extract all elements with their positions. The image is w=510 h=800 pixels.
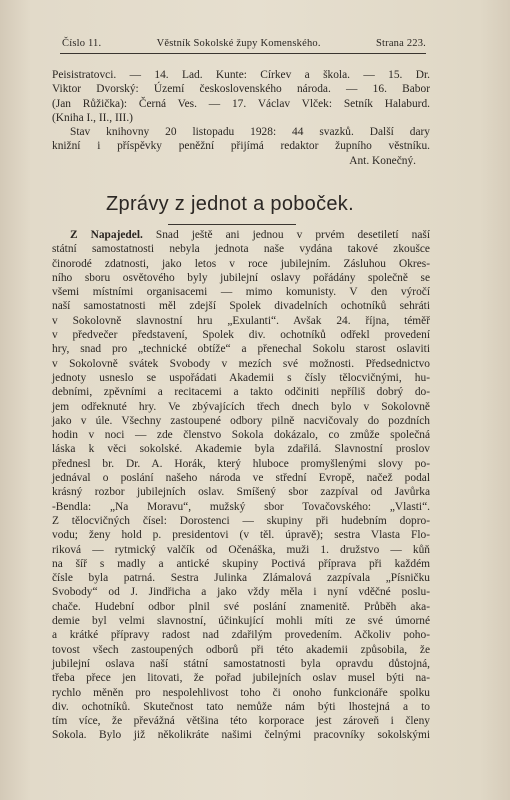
intro-line: Viktor Dvorský: Území československého národa. — 16. Babor: [52, 83, 430, 96]
article-line: Snad ještě ani jednou v prvém desetiletí naší: [155, 229, 430, 241]
article-line: hodin v noci — zde členstvo Sokola dokázalo, co zmůže společná: [52, 429, 430, 442]
article-line: ního sboru osvětového byly jubilejní oslavy pořádány společně se: [52, 271, 430, 284]
article-line: činorodé zdatnosti, jako letos v roce jubilejním. Zásluhou Okres-: [52, 257, 430, 270]
article-line: státní samostatnosti nebyla jednota naše vydána takové zkoušce: [52, 243, 430, 256]
article-line: Z tělocvičných čísel: Dorostenci — skupiny při hudebním dopro-: [52, 514, 430, 527]
article-line: jednával o poslání našeho národa ve střední Evropě, načež podal: [52, 472, 430, 485]
intro-line: Stav knihovny 20 listopadu 1928: 44 svazků. Další dary: [70, 126, 430, 139]
intro-line: knižní i příspěvky peněžní přijímá redaktor župního věstníku.: [52, 140, 430, 153]
article-line: v Sokolovně svátek Svobody v mezích své možnosti. Předsednictvo: [52, 357, 430, 370]
article-line: Svobody“ od J. Jindřicha a jako vždy měla i nyní vděčné poslu-: [52, 586, 430, 599]
article-line: rychlo měněn pro nespolehlivost toho či onoho funkcionáře spolku: [52, 686, 430, 699]
article-line: krásný rozbor jubilejních oslav. Smíšený sbor zazpíval od Javůrka: [52, 486, 430, 499]
article-line: na šíř s madly a antické skupiny Poctivá příprava při každém: [52, 557, 430, 570]
article-line: tovost všech zastoupených odborů při této akademii způsobila, že: [52, 643, 430, 656]
intro-line: Peisistratovci. — 14. Lad. Kunte: Církev a škola. — 15. Dr.: [52, 69, 430, 81]
article-first-line: [52, 228, 430, 242]
page-number: Strana 223.: [375, 38, 426, 49]
article-line: chače. Hudební odbor plnil své poslání znamenitě. Průběh aka-: [52, 600, 430, 613]
intro-line: (Jan Růžička): Černá Ves. — 17. Václav Vlček: Setník Halaburd.: [52, 97, 430, 110]
section-title: Zprávy z jednot a poboček.: [106, 193, 354, 215]
article-line: jem odřeknuté hry. Ve zbývajících třech dnech bylo v Sokolovně: [52, 400, 430, 413]
article-line: -Bendla: „Na Moravu“, mužský sbor Tovačovského: „Vlasti“.: [52, 500, 430, 513]
article-line: třeba přece jen litovati, že pořad jubilejních oslav musel býti na-: [52, 672, 430, 685]
article-line: Sokola. Bylo již několikráte našimi čelnými pracovníky sokolskými: [52, 729, 430, 742]
article-line: přednesl br. Dr. A. Horák, který hluboce promyšlenými slovy po-: [52, 457, 430, 470]
article-line: demie byl velmi slavnostní, účinkující mohli míti ze své úmorné: [52, 615, 430, 628]
article-line: hry, snad pro „technické obtíže“ a přenechal Sokolu starost oslaviti: [52, 343, 430, 356]
signature: Ant. Konečný.: [349, 154, 416, 167]
article-line: div. ochotníků. Skutečnost tato nemůže nám býti lhostejná a to: [52, 700, 430, 713]
journal-title: Věstník Sokolské župy Komenského.: [156, 38, 321, 49]
article-line: riková — rytmický valčík od Očenáška, muži 1. družstvo — kůň: [52, 543, 430, 556]
article-line: láska k věci sokolské. Akademie byla zdařilá. Slavnostní proslov: [52, 443, 430, 456]
article-line: jednoty usneslo se uspořádati Akademii s čísly tělocvičnými, hu-: [52, 371, 430, 384]
title-underline: [168, 224, 296, 225]
article-line: debními, zpěvními a recitacemi a takto odčiniti nepříliš dobrý do-: [52, 386, 430, 399]
header-rule: [60, 53, 426, 54]
running-header: [62, 38, 426, 49]
article-line: v předvečer představení, Spolek div. ochotníků odřekl provedení: [52, 329, 430, 342]
article-line: vodu; ženy hold p. presidentovi (v těl. úpravě); sestra Vlasta Flo-: [52, 529, 430, 542]
article-line: jubilejní oslava naší státní samostatnosti byla opravdu důstojná,: [52, 657, 430, 670]
article-line: jako v úle. Všechny zastoupené odbory pilně nacvičovaly do pozdních: [52, 414, 430, 427]
article-line: naší samostatnosti měl zdejší Spolek divadelních ochotníků sehráti: [52, 300, 430, 313]
article-line: v Sokolovně slavnostní hru „Exulanti“. Avšak 24. října, téměř: [52, 314, 430, 327]
article-line: tím více, že převážná většina této korporace jest zároveň i členy: [52, 715, 430, 728]
article-line: všemi místními organisacemi — mimo komunisty. V den výročí: [52, 286, 430, 299]
intro-line: (Kniha I., II., III.): [52, 111, 133, 124]
issue-number: Číslo 11.: [62, 38, 102, 49]
article-lead: Z Napajedel.: [70, 229, 143, 241]
article-body: [52, 228, 430, 743]
intro-paragraph: [52, 68, 430, 168]
article-line: a krátké přípravy radost nad zdařilým provedením. Ačkoliv poho-: [52, 629, 430, 642]
article-line: čísle byla patrná. Sestra Julinka Zlámalová zazpívala „Písničku: [52, 572, 430, 585]
